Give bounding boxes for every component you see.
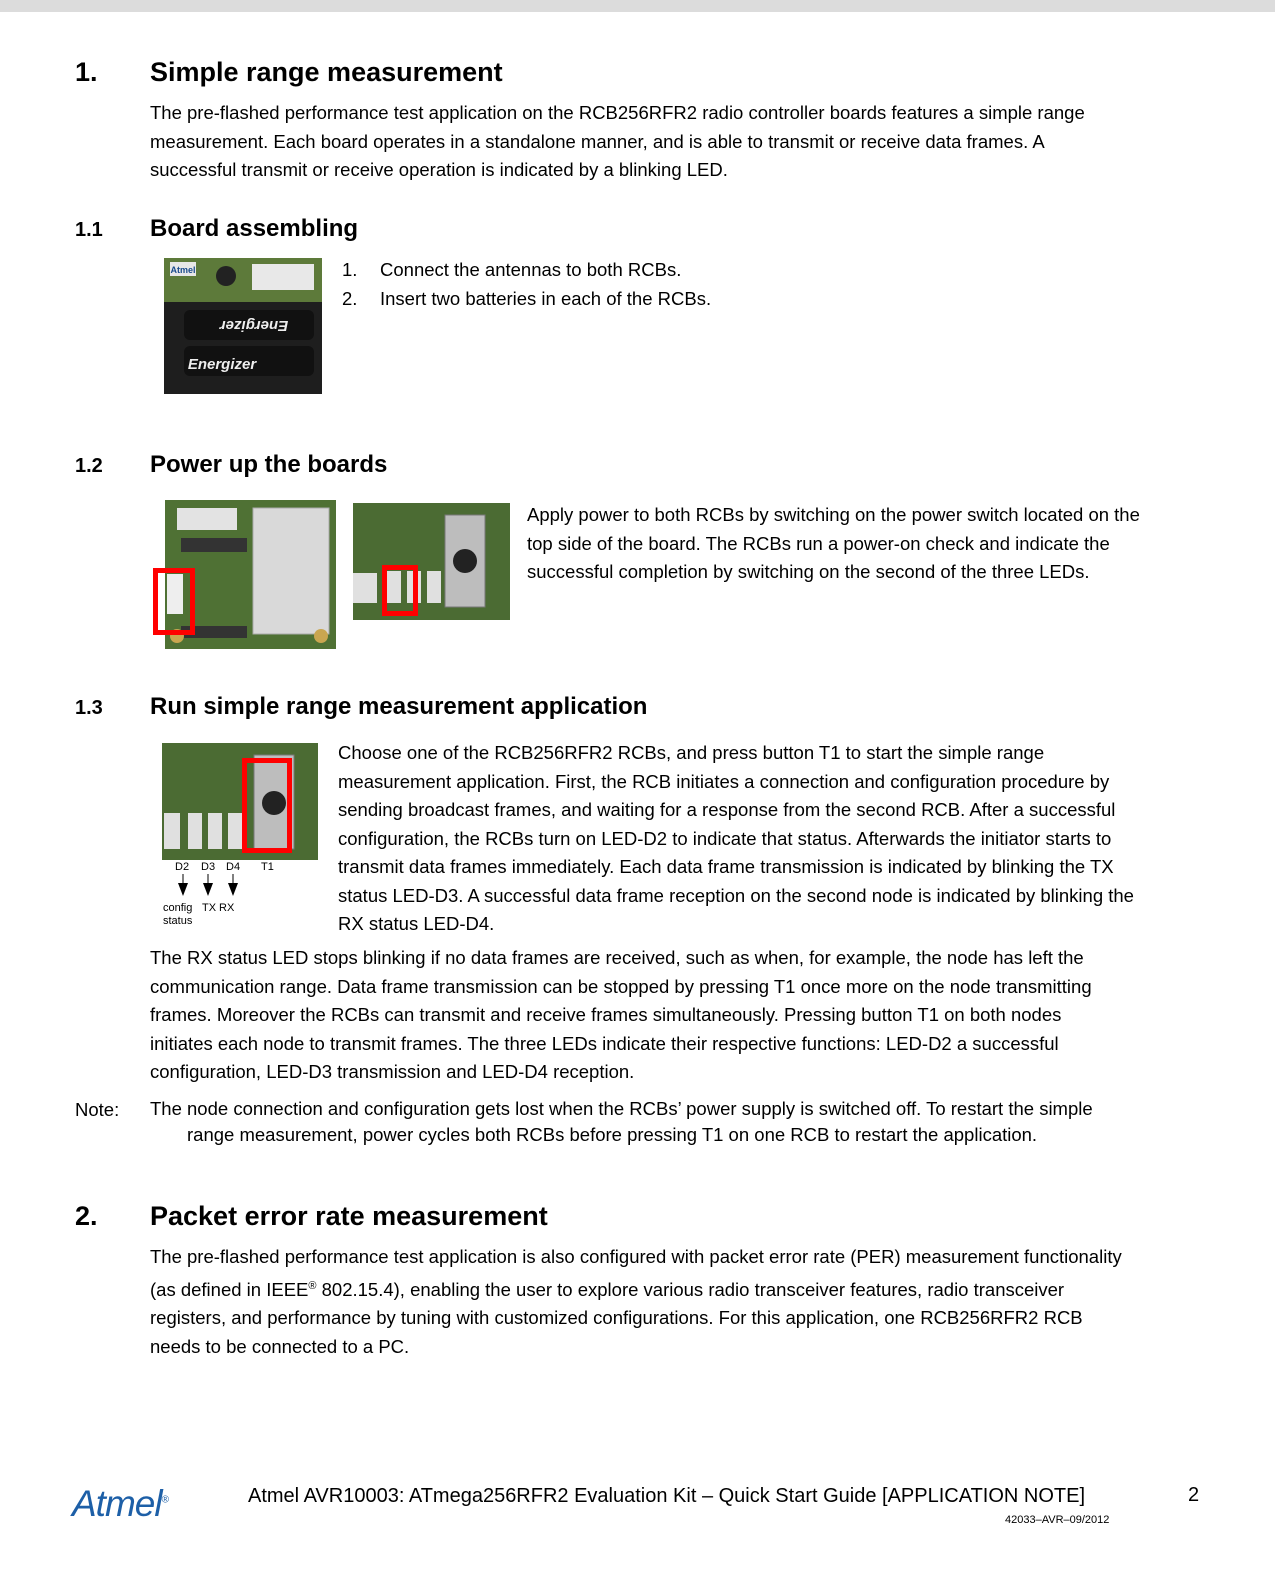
footer-title: Atmel AVR10003: ATmega256RFR2 Evaluation Kit – Quick Start Guide [APPLICATION NOTE] — [248, 1485, 1086, 1507]
led-d4-label: D4 — [226, 861, 241, 873]
section-1-2-title: Power up the boards — [150, 451, 388, 478]
battery-brand-bottom: Energizer — [187, 356, 257, 373]
section-2-paragraph: The pre-flashed performance test application is also configured with packet error rate (PER) measurement functionality (as defined in IEEE® 802.15.4), enabling the user to explore various radio transceiver features, radio transceiver registers, and performance by tuning with customized configurations. For this application, one RCB256RFR2 RCB needs to be connected to a PC. — [150, 1246, 1122, 1357]
step-2: 2. Insert two batteries in each of the RCBs. — [342, 287, 712, 309]
section-1-1-title: Board assembling — [150, 215, 359, 242]
section-1-paragraph: The pre-flashed performance test application on the RCB256RFR2 radio controller boards features a simple range measurement. Each board operates in a standalone manner, and is able to transmit or receive data frames. A successful transmit or receive operation is indicated by a blinking LED. — [150, 102, 1085, 180]
atmel-logo-small: Atmel — [170, 265, 196, 275]
status-label: status — [163, 915, 193, 927]
atmel-logo: Atmel® — [72, 1483, 168, 1524]
section-2-number: 2. — [75, 1201, 98, 1231]
led-d3-highlight — [382, 565, 418, 616]
section-1-3-paragraph: Choose one of the RCB256RFR2 RCBs, and press button T1 to start the simple range measurement application. First, the RCB initiates a connection and configuration procedure by sending broadcast frames, and waiting for a response from the second RCB. After a successful configuration, the RCBs turn on LED-D2 to indicate that status. Afterwards the initiator starts to transmit data frames immediately. Each data frame transmission is indicated by blinking the TX status LED-D3. A successful data frame reception on the second node is indicated by blinking the RX status LED-D4. — [338, 742, 1134, 934]
section-1-3-number: 1.3 — [75, 697, 103, 719]
footer-doc-id: 42033–AVR–09/2012 — [1005, 1514, 1110, 1526]
board-with-batteries-photo — [164, 258, 322, 394]
led-d3-label: D3 — [201, 861, 216, 873]
top-bar — [0, 0, 1275, 12]
step-1: 1. Connect the antennas to both RCBs. — [342, 259, 682, 280]
led-legend-diagram — [163, 860, 315, 930]
assembly-steps — [342, 256, 711, 313]
section-1-title: Simple range measurement — [150, 57, 503, 87]
section-1-2-paragraph: Apply power to both RCBs by switching on the power switch located on the top side of the board. The RCBs run a power-on check and indicate the successful completion by switching on the second of the three LEDs. — [527, 504, 1140, 582]
note-text: The node connection and configuration gets lost when the RCBs’ power supply is switched off. To restart the simple range measurement, power cycles both RCBs before pressing T1 on one RCB to restart the application. — [150, 1098, 1093, 1145]
page-number: 2 — [1188, 1484, 1200, 1506]
led-d2-label: D2 — [175, 861, 190, 873]
rx-label: RX — [219, 902, 235, 914]
section-1-3-paragraph-2: The RX status LED stops blinking if no data frames are received, such as when, for example, the node has left the communication range. Data frame transmission can be stopped by pressing T1 once more on the node transmitting frames. Moreover the RCBs can transmit and receive frames simultaneously. Pressing button T1 on both nodes initiates each node to transmit frames. The three LEDs indicate their respective functions: LED-D2 a successful configuration, LED-D3 transmission and LED-D4 reception. — [150, 947, 1092, 1082]
arrow-down-icons — [175, 874, 245, 898]
led-closeup-photo — [353, 503, 510, 620]
power-switch-highlight — [153, 568, 195, 635]
button-t1-label: T1 — [261, 861, 274, 873]
section-2-title: Packet error rate measurement — [150, 1201, 548, 1231]
note-label: Note: — [75, 1099, 120, 1120]
battery-brand-top: Energizer — [219, 317, 289, 334]
button-t1-highlight — [242, 758, 292, 853]
section-1-2-number: 1.2 — [75, 455, 103, 477]
button-t1-photo — [162, 743, 318, 860]
config-label: config — [163, 902, 193, 914]
section-1-3-title: Run simple range measurement application — [150, 693, 648, 720]
tx-label: TX — [202, 902, 217, 914]
section-1-number: 1. — [75, 57, 98, 87]
section-1-1-number: 1.1 — [75, 219, 103, 241]
